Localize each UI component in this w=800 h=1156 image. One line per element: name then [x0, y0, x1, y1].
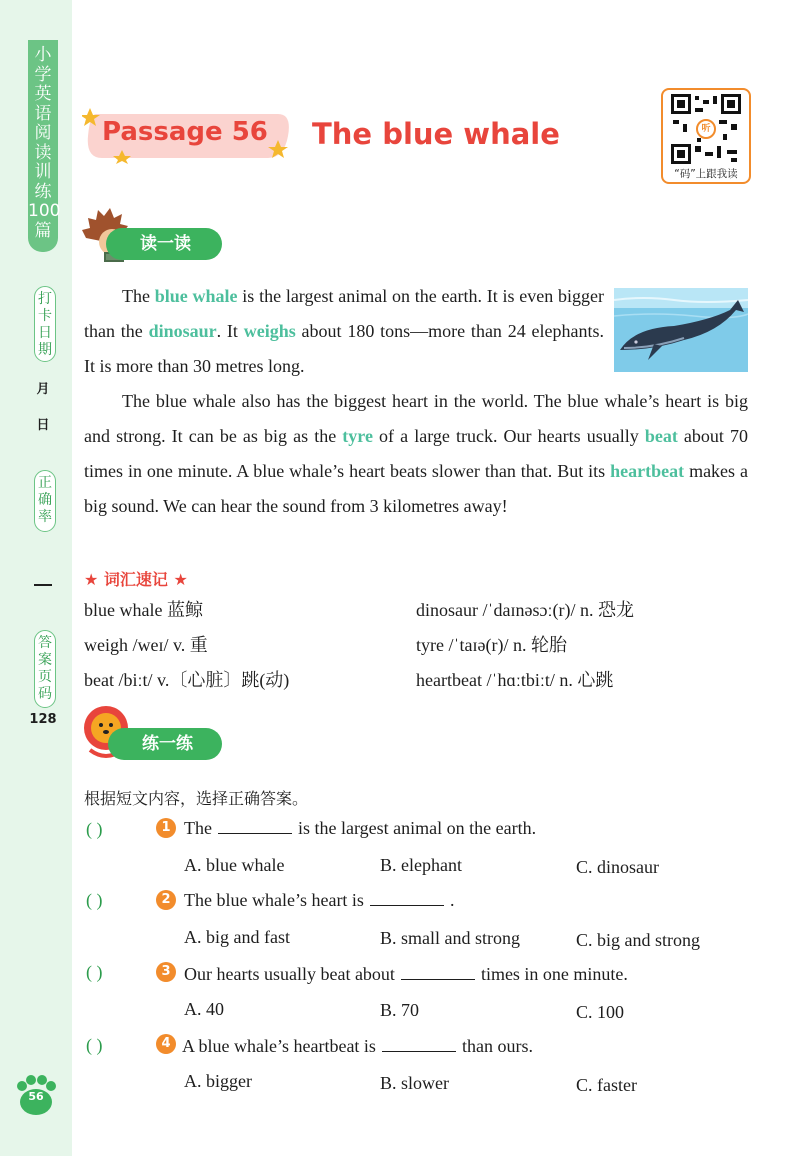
- accuracy-label: 正确率: [34, 470, 56, 532]
- passage-text: The blue whale also has the biggest heart in the world. The blue whale’s heart is big and strong. It can be as big as the: [84, 391, 748, 446]
- answer-blank: [382, 1037, 456, 1052]
- checkin-date-label: 打卡日期: [34, 286, 56, 362]
- month-label: 月: [36, 382, 50, 397]
- answer-blank: [401, 965, 475, 980]
- vocab-item: dinosaur /ˈdaɪnəsɔː(r)/ n. 恐龙: [416, 600, 634, 620]
- question-3: Our hearts usually beat about times in one minute.: [184, 964, 628, 984]
- keyword: heartbeat: [610, 461, 685, 481]
- blue-whale-image: [614, 288, 748, 372]
- option-a[interactable]: A. bigger: [184, 1071, 252, 1091]
- passage-paragraph-1: [84, 279, 604, 384]
- option-a[interactable]: A. 40: [184, 999, 224, 1019]
- qr-caption: “码”上跟我读: [674, 168, 738, 180]
- practice-section-label: 练一练: [108, 728, 222, 760]
- passage-text: about 70 times in one minute. A blue whale’s heart beats slower than that. But its: [84, 426, 748, 481]
- question-4: A blue whale’s heartbeat is than ours.: [182, 1036, 533, 1056]
- page-title: The blue whale: [312, 117, 560, 151]
- passage-text: makes a big sound. We can hear the sound from 3 kilometres away!: [84, 461, 748, 516]
- question-1: The is the largest animal on the earth.: [184, 818, 537, 838]
- question-number-badge: 3: [156, 962, 176, 982]
- read-section-label: 读一读: [106, 228, 222, 260]
- option-b[interactable]: B. elephant: [380, 855, 462, 875]
- keyword: weighs: [243, 321, 296, 341]
- keyword: blue whale: [154, 286, 238, 306]
- answer-box[interactable]: ( ): [86, 962, 103, 982]
- vocabulary-heading: ★ 词汇速记 ★: [84, 570, 188, 589]
- question-number-badge: 2: [156, 890, 176, 910]
- qr-code[interactable]: [661, 88, 751, 184]
- option-a[interactable]: A. big and fast: [184, 927, 290, 947]
- answer-box[interactable]: ( ): [86, 819, 103, 839]
- option-c[interactable]: C. 100: [576, 1002, 625, 1022]
- question-2: The blue whale’s heart is .: [184, 890, 455, 910]
- instruction-text: 根据短文内容，选择正确答案。: [84, 789, 309, 808]
- vocab-item: beat /biːt/ v.〔心脏〕跳(动): [84, 670, 290, 690]
- accuracy-blank: [34, 584, 52, 586]
- passage-text: is the largest animal on the earth. It is even bigger than the: [84, 286, 604, 341]
- passage-text: of a large truck. Our hearts usually: [372, 426, 645, 446]
- series-spine: 小学英语阅读训练100篇: [28, 40, 58, 252]
- vocab-item: blue whale 蓝鲸: [84, 600, 203, 620]
- passage-paragraph-2: [84, 384, 748, 524]
- option-b[interactable]: B. 70: [380, 1000, 420, 1020]
- passage-text: The: [122, 286, 155, 306]
- option-c[interactable]: C. big and strong: [576, 930, 700, 950]
- question-number-badge: 4: [156, 1034, 176, 1054]
- answer-box[interactable]: ( ): [86, 1035, 103, 1055]
- passage-text: . It: [216, 321, 244, 341]
- option-c[interactable]: C. dinosaur: [576, 857, 659, 877]
- option-b[interactable]: B. slower: [380, 1073, 449, 1093]
- option-a[interactable]: A. blue whale: [184, 855, 285, 875]
- page-number: 56: [28, 1090, 44, 1103]
- vocab-item: tyre /ˈtaɪə(r)/ n. 轮胎: [416, 635, 567, 655]
- vocab-item: weigh /weɪ/ v. 重: [84, 635, 208, 655]
- keyword: beat: [644, 426, 678, 446]
- keyword: tyre: [342, 426, 373, 446]
- answer-blank: [370, 891, 444, 906]
- keyword: dinosaur: [148, 321, 217, 341]
- option-b[interactable]: B. small and strong: [380, 928, 520, 948]
- answer-blank: [218, 819, 292, 834]
- answer-page-number: 128: [29, 712, 57, 727]
- vocab-item: heartbeat /ˈhɑːtbiːt/ n. 心跳: [416, 670, 614, 690]
- option-c[interactable]: C. faster: [576, 1075, 637, 1095]
- day-label: 日: [36, 418, 50, 433]
- passage-number: Passage 56: [102, 117, 268, 147]
- question-number-badge: 1: [156, 818, 176, 838]
- answer-page-label: 答案页码: [34, 630, 56, 708]
- passage-text: about 180 tons—more than 24 elephants. It is more than 30 metres long.: [84, 321, 605, 376]
- qr-listen-badge: 听: [701, 124, 711, 134]
- answer-box[interactable]: ( ): [86, 890, 103, 910]
